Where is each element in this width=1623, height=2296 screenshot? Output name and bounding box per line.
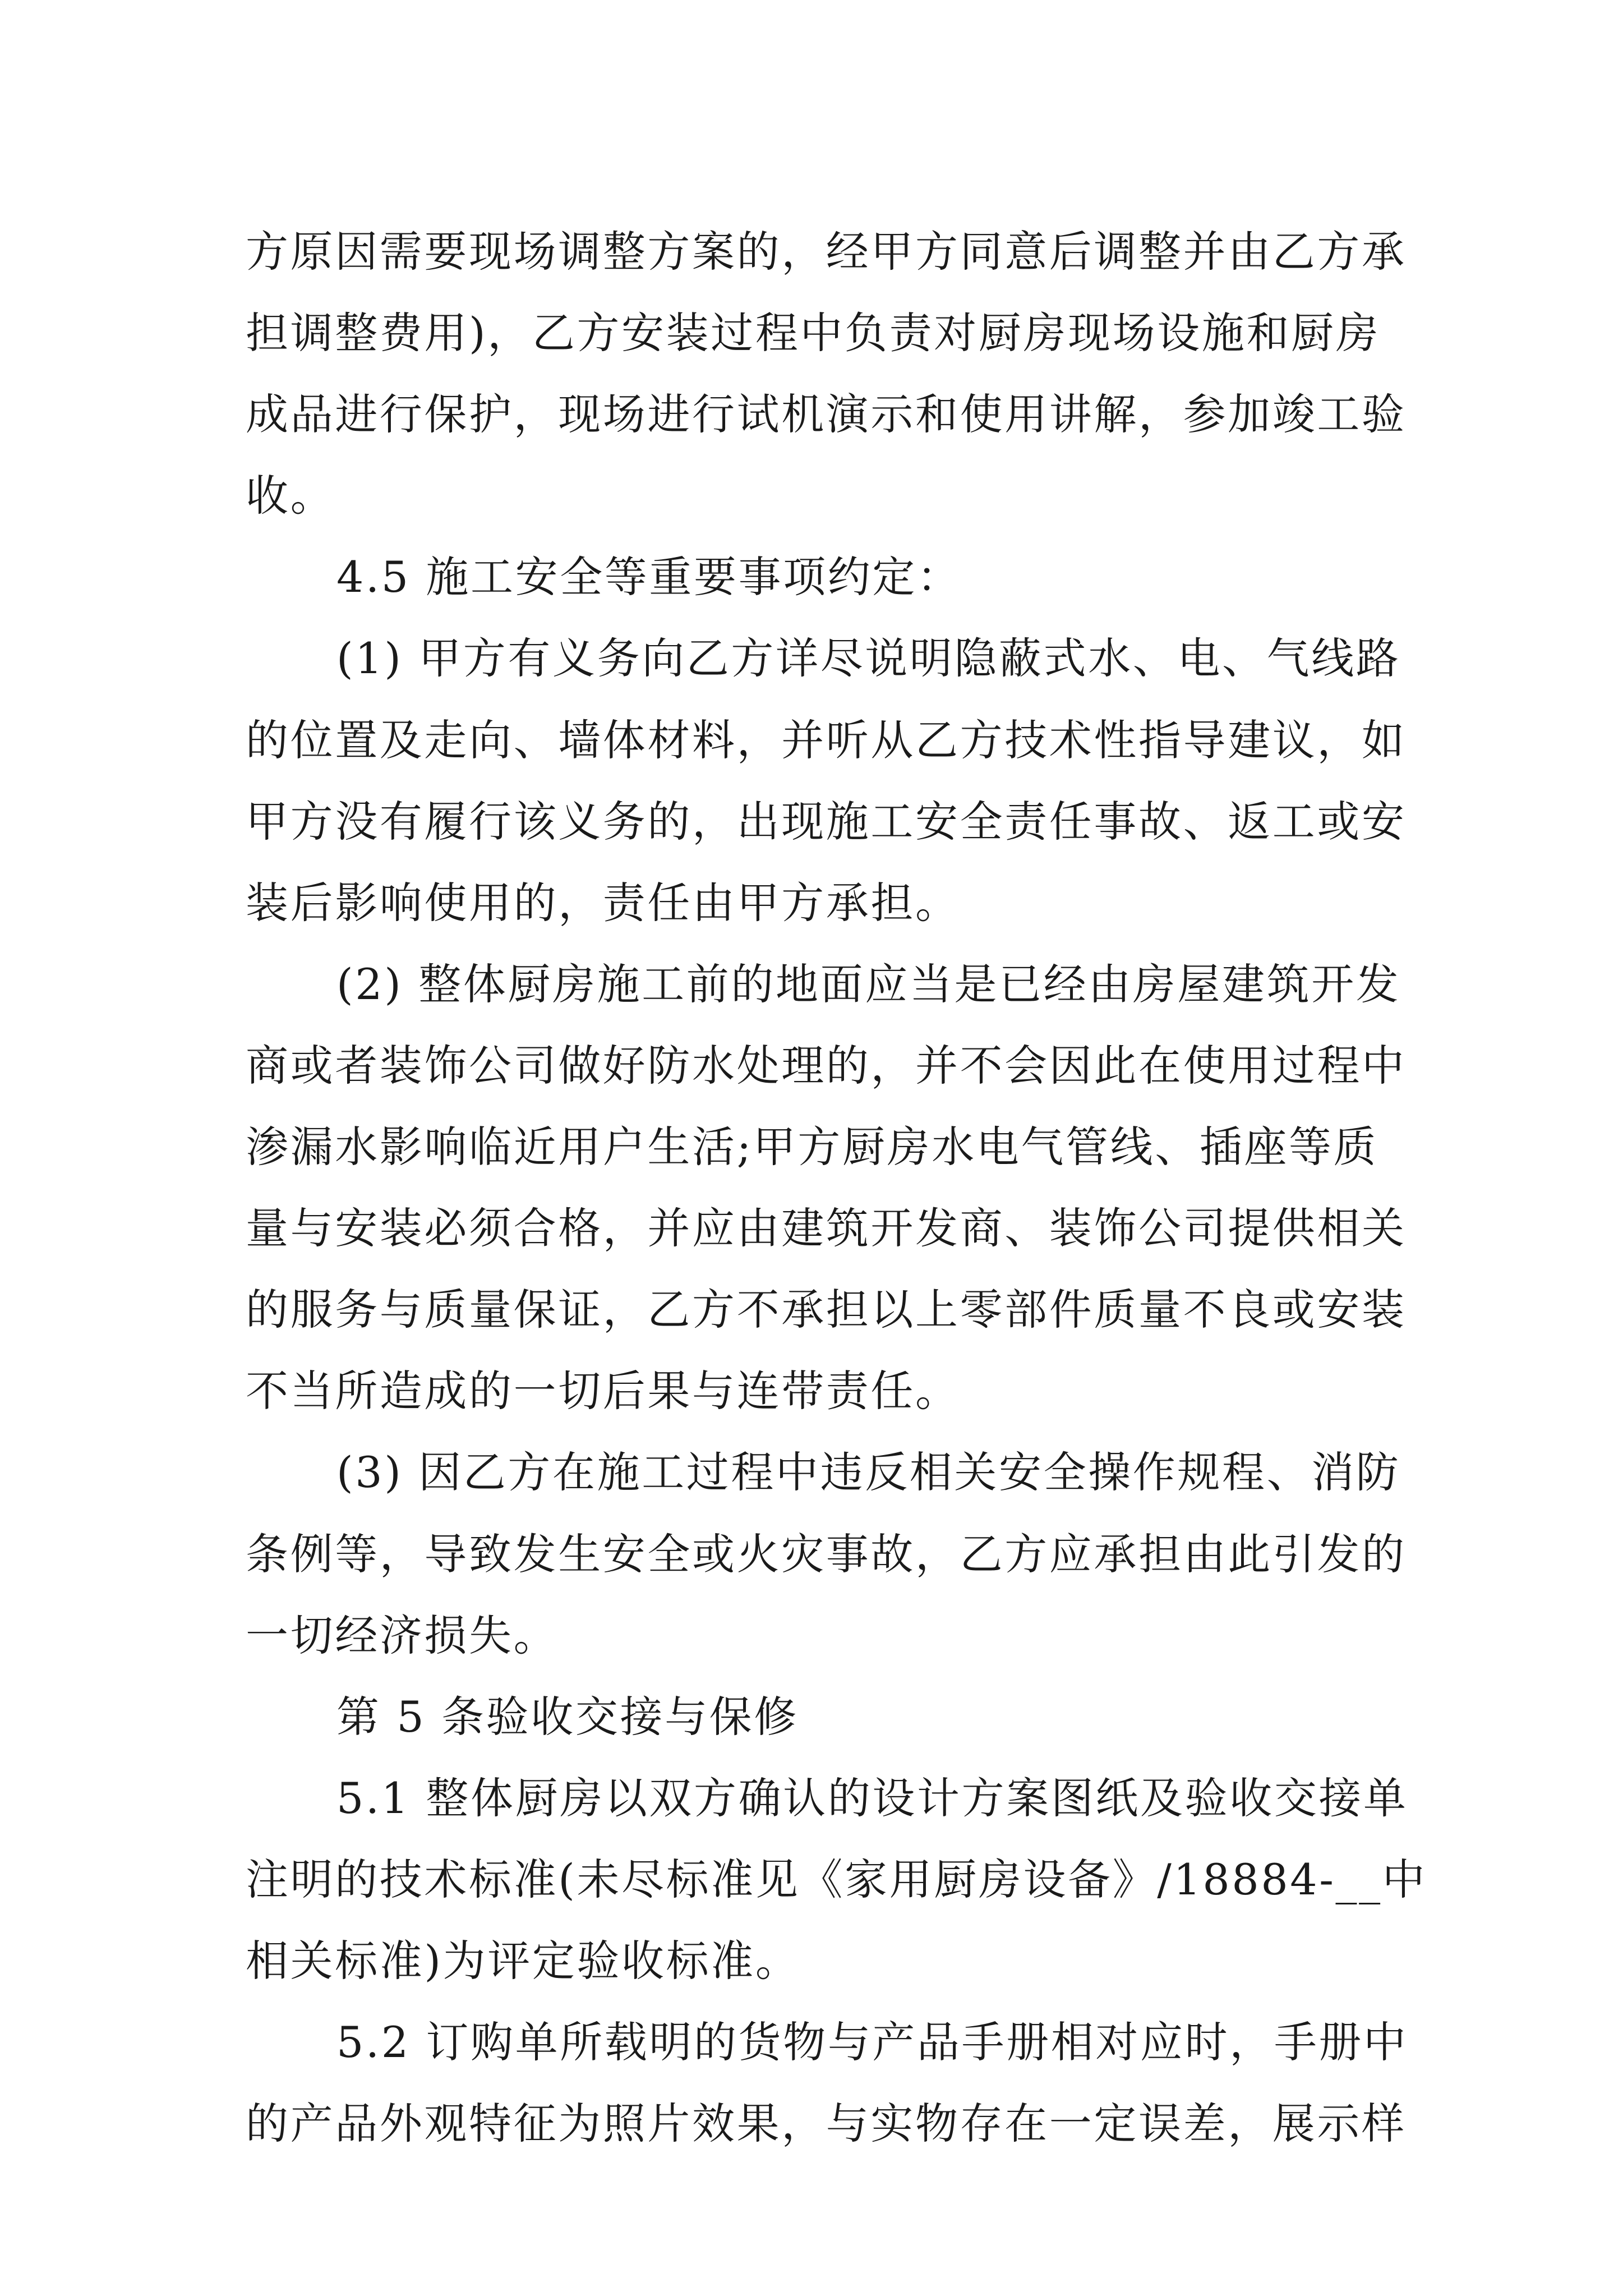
body-text-line: 收。 [246,471,335,521]
section-heading: 5.1 整体厨房以双方确认的设计方案图纸及验收交接单 [336,1773,1408,1823]
document-body [246,211,1427,2164]
body-text-line: 注明的技术标准(未尽标准见《家用厨房设备》/18884-__中 [246,1854,1427,1904]
body-text-line: 装后影响使用的，责任由甲方承担。 [246,877,960,928]
clause-item: (2) 整体厨房施工前的地面应当是已经由房屋建筑开发 [336,959,1401,1009]
body-text-line: 一切经济损失。 [246,1610,559,1660]
clause-item: (1) 甲方有义务向乙方详尽说明隐蔽式水、电、气线路 [336,633,1401,684]
article-heading: 第 5 条验收交接与保修 [336,1691,799,1742]
body-text-line: 的位置及走向、墙体材料，并听从乙方技术性指导建议，如 [246,715,1407,765]
body-text-line: 量与安装必须合格，并应由建筑开发商、装饰公司提供相关 [246,1203,1407,1254]
body-text-line: 方原因需要现场调整方案的，经甲方同意后调整并由乙方承 [246,227,1407,277]
body-text-line: 担调整费用)，乙方安装过程中负责对厨房现场设施和厨房 [246,308,1381,358]
body-text-line: 的产品外观特征为照片效果，与实物存在一定误差，展示样 [246,2099,1407,2149]
body-text-line: 商或者装饰公司做好防水处理的，并不会因此在使用过程中 [246,1040,1407,1091]
section-heading: 4.5 施工安全等重要事项约定： [336,552,962,602]
body-text-line: 甲方没有履行该义务的，出现施工安全责任事故、返工或安 [246,796,1407,846]
body-text-line: 成品进行保护，现场进行试机演示和使用讲解，参加竣工验 [246,389,1407,440]
body-text-line: 的服务与质量保证，乙方不承担以上零部件质量不良或安装 [246,1285,1407,1335]
body-text-line: 渗漏水影响临近用户生活;甲方厨房水电气管线、插座等质 [246,1122,1378,1172]
clause-item: (3) 因乙方在施工过程中违反相关安全操作规程、消防 [336,1447,1401,1498]
body-text-line: 条例等，导致发生安全或火灾事故，乙方应承担由此引发的 [246,1529,1407,1579]
body-text-line: 相关标准)为评定验收标准。 [246,1935,800,1986]
section-heading: 5.2 订购单所载明的货物与产品手册相对应时，手册中 [336,2017,1408,2068]
body-text-line: 不当所造成的一切后果与连带责任。 [246,1366,960,1416]
